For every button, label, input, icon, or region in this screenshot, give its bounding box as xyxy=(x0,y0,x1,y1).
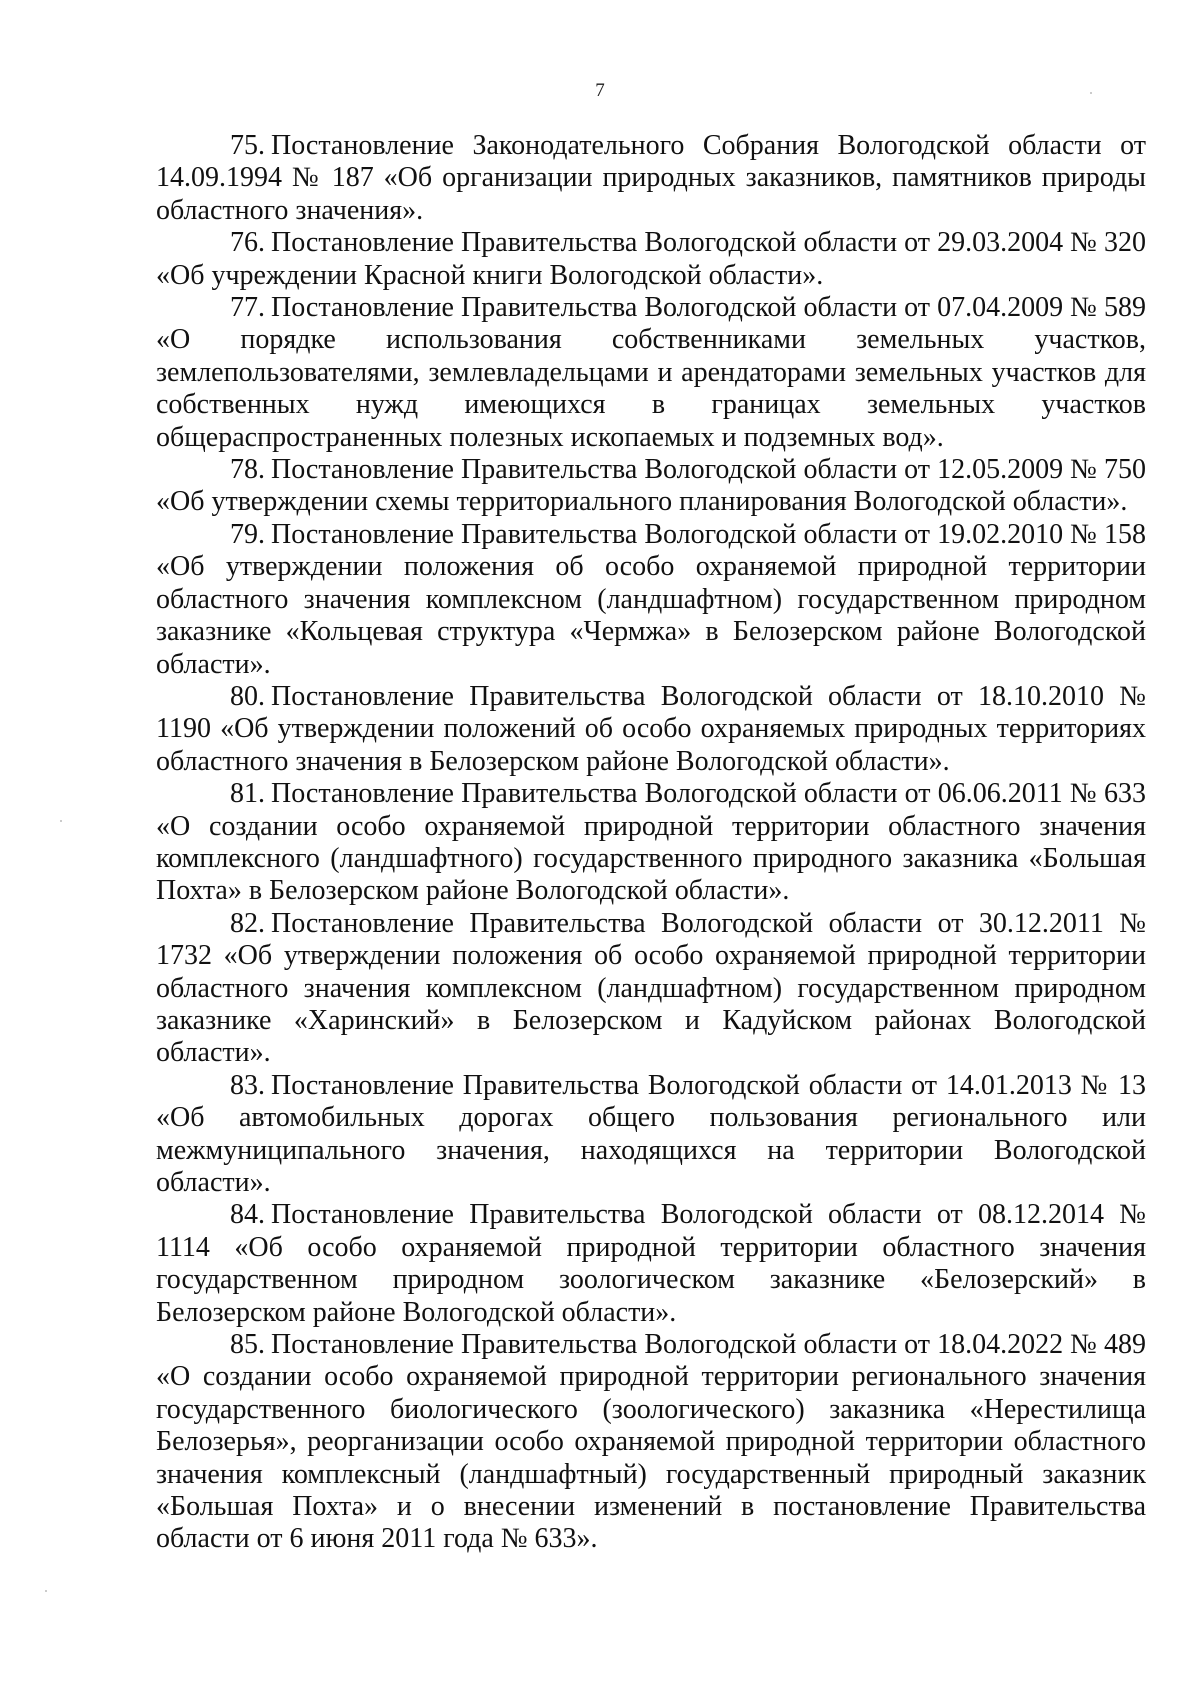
list-item-number: 79. xyxy=(230,518,265,550)
page-number: 7 xyxy=(595,80,605,101)
list-item-text: Постановление Правительства Вологодской области от 29.03.2004 № 320 «Об учреждении Красной книги Вологодской области». xyxy=(156,227,1146,291)
scan-artifact xyxy=(60,820,62,822)
list-item-text: Постановление Правительства Вологодской области от 18.04.2022 № 489 «О создании особо охраняемой природной территории регионального значения государственного биологического (зоологического) заказника «Нерестилища Белозерья», реорганизации особо охраняемой природной территории областного значения комплексный (ландшафтный) государственный природный заказник «Большая Похта» и о внесении изменений в постановление Правительства области от 6 июня 2011 года № 633». xyxy=(156,1329,1146,1555)
list-item-77 xyxy=(156,292,1146,454)
list-item-84 xyxy=(156,1199,1146,1329)
list-item-text: Постановление Правительства Вологодской области от 06.06.2011 № 633 «О создании особо охраняемой природной территории областного значения комплексного (ландшафтного) государственного природного заказника «Большая Похта» в Белозерском районе Вологодской области». xyxy=(156,778,1146,907)
list-item-number: 82. xyxy=(230,907,265,939)
list-item-82 xyxy=(156,908,1146,1070)
scan-artifact xyxy=(45,1590,47,1592)
scan-artifact xyxy=(1090,92,1092,94)
list-item-number: 76. xyxy=(230,227,265,259)
list-item-85 xyxy=(156,1329,1146,1556)
list-item-78 xyxy=(156,454,1146,519)
list-item-83 xyxy=(156,1070,1146,1200)
legal-acts-list xyxy=(156,130,1146,1556)
list-item-text: Постановление Правительства Вологодской области от 19.02.2010 № 158 «Об утверждении положения об особо охраняемой природной территории областного значения комплексном (ландшафтном) государственном природном заказнике «Кольцевая структура «Чермжа» в Белозерском районе Вологодской области». xyxy=(156,518,1146,680)
list-item-text: Постановление Правительства Вологодской области от 12.05.2009 № 750 «Об утверждении схемы территориального планирования Вологодской области». xyxy=(156,454,1146,518)
list-item-75 xyxy=(156,130,1146,227)
list-item-text: Постановление Законодательного Собрания Вологодской области от 14.09.1994 № 187 «Об организации природных заказников, памятников природы областного значения». xyxy=(156,130,1146,226)
list-item-text: Постановление Правительства Вологодской области от 08.12.2014 № 1114 «Об особо охраняемой природной территории областного значения государственном природном зоологическом заказнике «Белозерский» в Белозерском районе Вологодской области». xyxy=(156,1199,1146,1328)
list-item-text: Постановление Правительства Вологодской области от 07.04.2009 № 589 «О порядке использования собственниками земельных участков, землепользователями, землевладельцами и арендаторами земельных участков для собственных нужд имеющихся в границах земельных участков общераспространенных полезных ископаемых и подземных вод». xyxy=(156,292,1146,453)
list-item-number: 80. xyxy=(230,680,265,712)
list-item-number: 83. xyxy=(230,1069,265,1101)
list-item-number: 81. xyxy=(230,778,265,810)
list-item-text: Постановление Правительства Вологодской области от 30.12.2011 № 1732 «Об утверждении положения об особо охраняемой природной территории областного значения комплексном (ландшафтном) государственном природном заказнике «Харинский» в Белозерском и Кадуйском районах Вологодской области». xyxy=(156,907,1146,1069)
list-item-80 xyxy=(156,681,1146,778)
list-item-number: 77. xyxy=(230,292,265,324)
list-item-text: Постановление Правительства Вологодской области от 18.10.2010 № 1190 «Об утверждении положений об особо охраняемых природных территориях областного значения в Белозерском районе Вологодской области». xyxy=(156,680,1146,777)
list-item-79 xyxy=(156,519,1146,681)
list-item-number: 84. xyxy=(230,1199,265,1231)
list-item-number: 75. xyxy=(230,130,265,161)
list-item-text: Постановление Правительства Вологодской области от 14.01.2013 № 13 «Об автомобильных дорогах общего пользования регионального или межмуниципального значения, находящихся на территории Вологодской области». xyxy=(156,1069,1146,1198)
list-item-number: 85. xyxy=(230,1329,265,1361)
list-item-81 xyxy=(156,778,1146,908)
list-item-number: 78. xyxy=(230,454,265,486)
list-item-76 xyxy=(156,227,1146,292)
